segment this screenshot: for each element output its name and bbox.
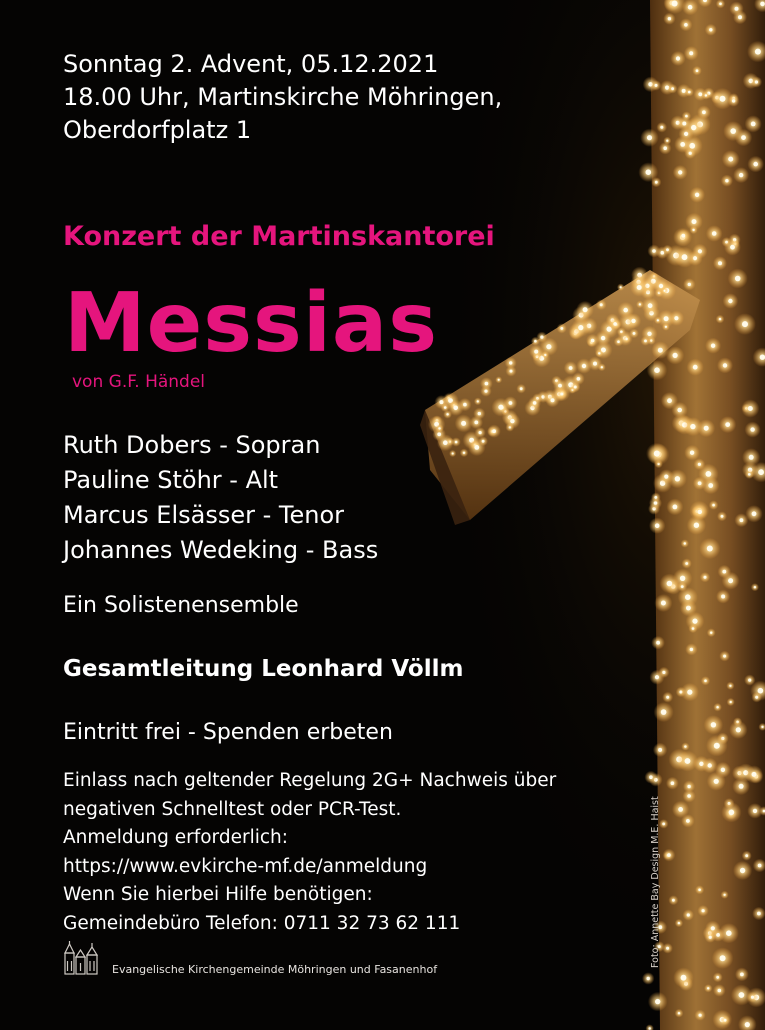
organization-name: Evangelische Kirchengemeinde Möhringen und Fasanenhof	[112, 963, 438, 976]
info-line: Wenn Sie hierbei Hilfe benötigen:	[63, 884, 373, 906]
soloist-item: Johannes Wedeking - Bass	[63, 536, 379, 564]
concert-title: Messias	[64, 276, 439, 371]
photo-credit: Foto: Annette Bay Design M.E. Haist	[650, 796, 661, 968]
concert-subtitle: Konzert der Martinskantorei	[63, 221, 495, 252]
composer: von G.F. Händel	[72, 372, 206, 392]
entry-info: Eintritt frei - Spenden erbeten	[63, 720, 393, 745]
soloist-item: Ruth Dobers - Sopran	[63, 431, 321, 459]
event-time-place: 18.00 Uhr, Martinskirche Möhringen,	[63, 83, 503, 111]
info-line: negativen Schnelltest oder PCR-Test.	[63, 798, 402, 820]
info-line: Anmeldung erforderlich:	[63, 827, 288, 849]
registration-url[interactable]: https://www.evkirche-mf.de/anmeldung	[63, 855, 428, 877]
ensemble: Ein Solistenensemble	[63, 593, 299, 618]
church-logo-icon	[63, 941, 99, 975]
soloist-item: Pauline Stöhr - Alt	[63, 466, 279, 494]
admission-info	[63, 767, 556, 939]
phone-number: Gemeindebüro Telefon: 0711 32 73 62 111	[63, 912, 461, 934]
event-address: Oberdorfplatz 1	[63, 116, 252, 144]
leadership: Gesamtleitung Leonhard Völlm	[63, 656, 464, 682]
soloist-item: Marcus Elsässer - Tenor	[63, 501, 345, 529]
event-details	[63, 48, 502, 147]
event-date: Sonntag 2. Advent, 05.12.2021	[63, 50, 439, 78]
soloist-list	[63, 428, 378, 568]
info-line: Einlass nach geltender Regelung 2G+ Nachweis über	[63, 770, 557, 791]
